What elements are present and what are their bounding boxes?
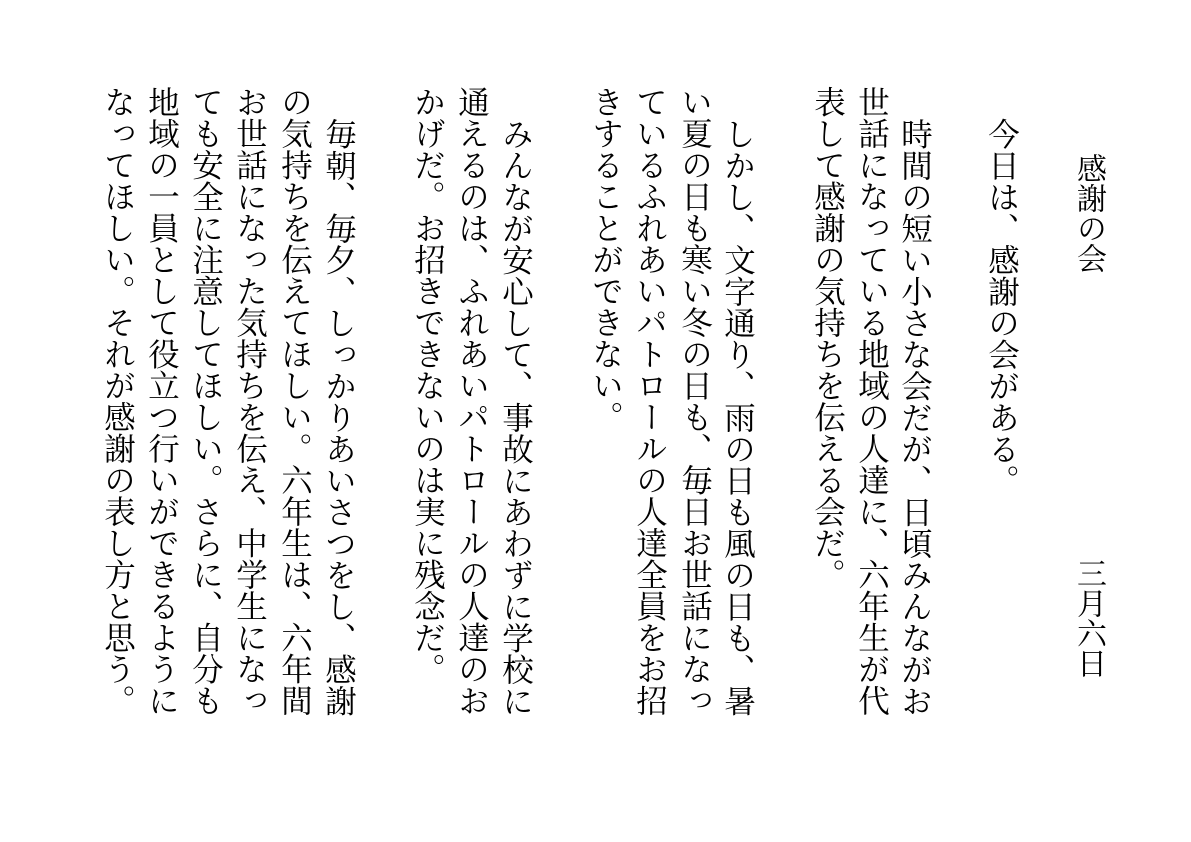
- text-line: 毎朝、毎夕、しっかりあいさつをし、感謝: [320, 118, 357, 717]
- text-line: かげだ。お招きできないのは実に残念だ。: [409, 86, 446, 685]
- document-title: 感謝の会: [1071, 153, 1106, 273]
- text-line: の気持ちを伝えてほしい。六年生は、六年間: [276, 86, 313, 716]
- text-line: きすることができない。: [587, 86, 624, 433]
- text-line: みんなが安心して、事故にあわずに学校に: [497, 118, 534, 717]
- text-line: しかし、文字通り、雨の日も風の日も、暑: [719, 118, 756, 717]
- text-line: 表して感謝の気持ちを伝える会だ。: [809, 86, 846, 590]
- text-line: ているふれあいパトロールの人達全員をお招: [631, 86, 668, 716]
- text-line: い夏の日も寒い冬の日も、毎日お世話になっ: [676, 86, 713, 716]
- document-date: 三月六日: [1071, 558, 1106, 678]
- text-line: 地域の一員として役立つ行いができるように: [143, 86, 180, 716]
- text-line: 世話になっている地域の人達に、六年生が代: [853, 86, 890, 716]
- text-line: なってほしい。それが感謝の表し方と思う。: [99, 86, 136, 716]
- text-line: 今日は、感謝の会がある。: [983, 118, 1020, 496]
- text-line: お世話になった気持ちを伝え、中学生になっ: [231, 86, 268, 716]
- text-line: 通えるのは、ふれあいパトロールの人達のお: [453, 86, 490, 716]
- text-line: ても安全に注意してほしい。さらに、自分も: [187, 86, 224, 716]
- text-line: 時間の短い小さな会だが、日頃みんながお: [896, 118, 933, 717]
